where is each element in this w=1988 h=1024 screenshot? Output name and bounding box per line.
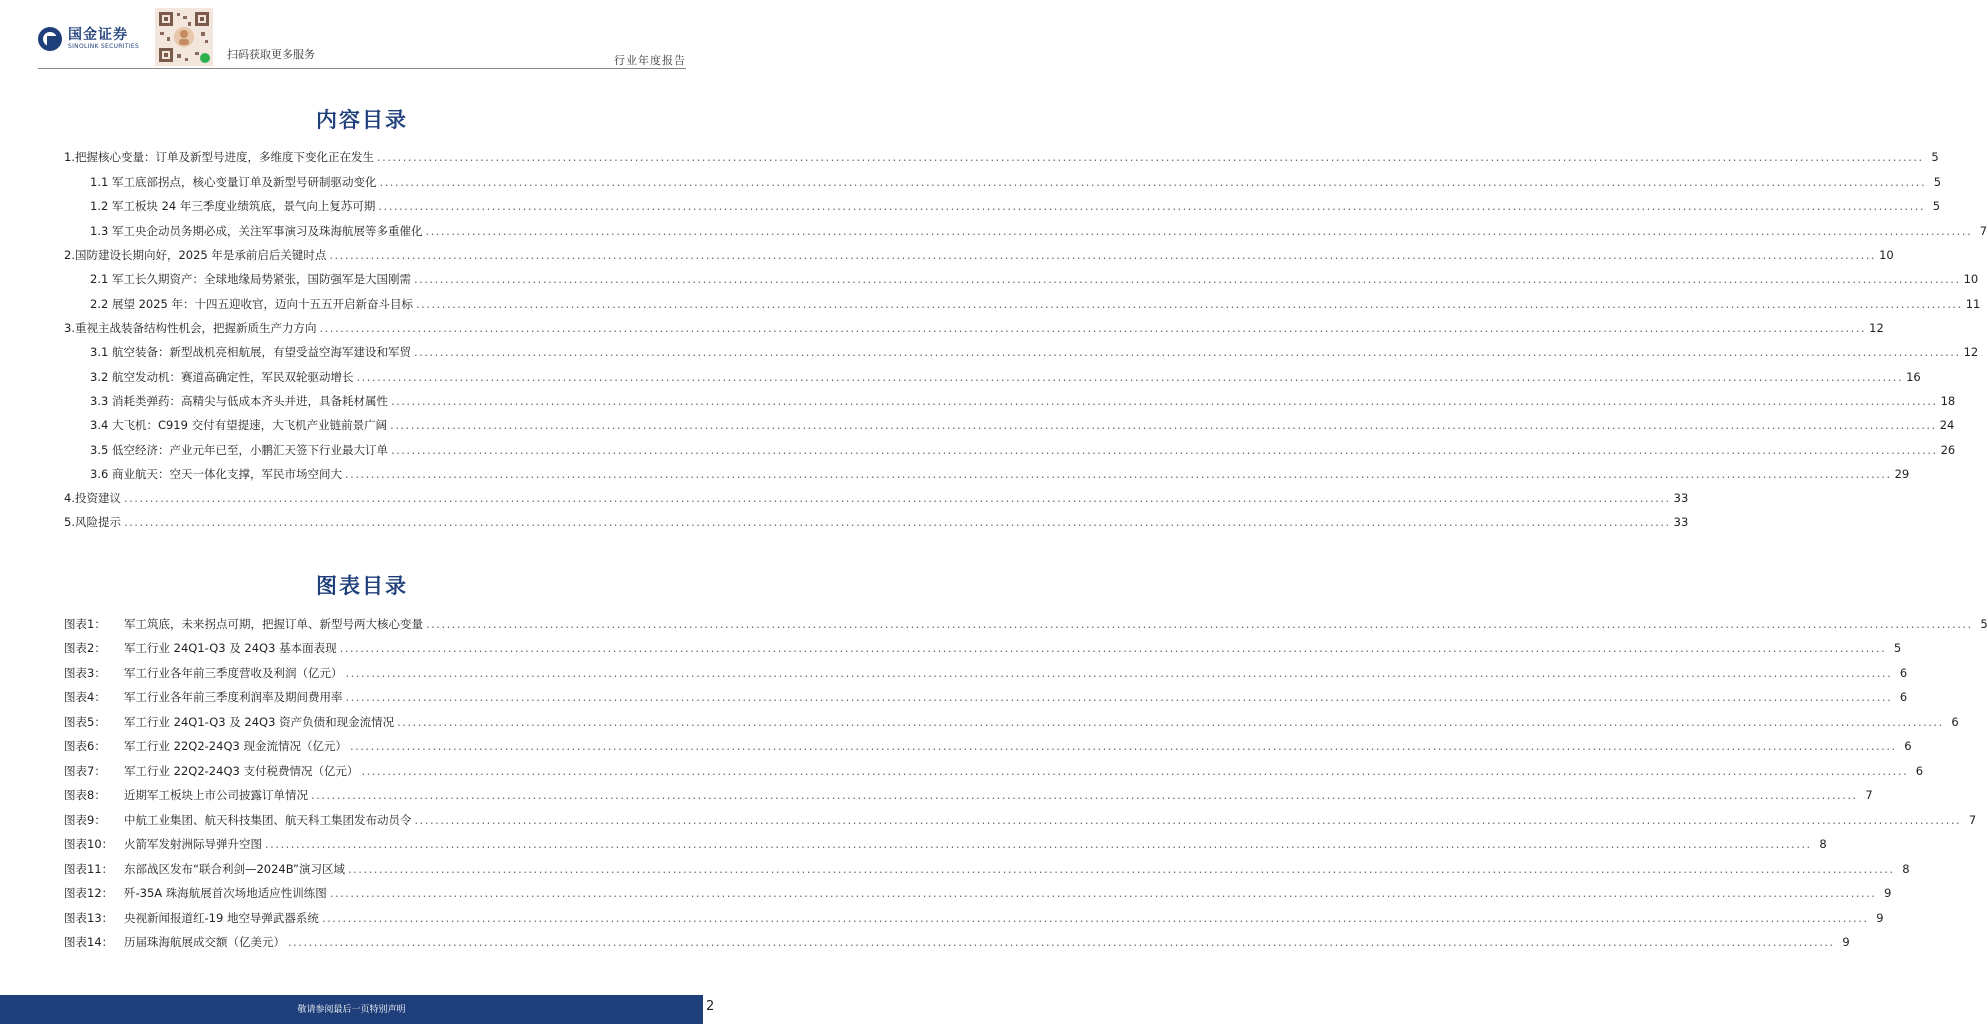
toc-section-entry[interactable]	[64, 150, 1939, 164]
toc-entry-page: 26	[1940, 443, 1956, 457]
figure-page: 8	[1819, 837, 1827, 851]
figure-page: 5	[1980, 617, 1988, 631]
dot-leader: ............................................................................................................................................................................................................................................................................................................	[311, 788, 1858, 802]
toc-entry-page: 5	[1933, 175, 1942, 189]
toc-entry-page: 29	[1894, 467, 1910, 481]
toc-entry-title: 3.重视主战装备结构性机会，把握新质生产力方向	[64, 321, 317, 335]
figure-label: 图表10：	[64, 837, 114, 851]
toc-subsection-entry[interactable]	[90, 370, 1921, 384]
dot-leader: ............................................................................................................................................................................................................................................................................................................	[265, 837, 1812, 851]
toc-entry-title: 1.1 军工底部拐点，核心变量订单及新型号研制驱动变化	[90, 175, 377, 189]
dot-leader: ............................................................................................................................................................................................................................................................................................................	[123, 515, 1671, 529]
dot-leader: ............................................................................................................................................................................................................................................................................................................	[349, 739, 1897, 753]
toc-entry-title: 3.3 消耗类弹药：高精尖与低成本齐头并进，具备耗材属性	[90, 394, 388, 408]
toc-entry-title: 1.3 军工央企动员务期必成，关注军事演习及珠海航展等多重催化	[90, 224, 423, 238]
figure-page: 6	[1904, 739, 1912, 753]
figure-list-entry[interactable]	[64, 911, 1884, 925]
figure-page: 6	[1915, 764, 1924, 778]
toc-subsection-entry[interactable]	[90, 418, 1955, 432]
figures-title: 图表目录	[316, 574, 408, 598]
figure-label: 图表5：	[64, 715, 106, 729]
figure-page: 9	[1842, 935, 1850, 949]
dot-leader: ............................................................................................................................................................................................................................................................................................................	[319, 321, 1867, 335]
toc-subsection-entry[interactable]	[90, 272, 1979, 286]
toc-section-entry[interactable]	[64, 491, 1689, 505]
toc-entry-page: 33	[1673, 491, 1689, 505]
toc-entry-page: 33	[1673, 515, 1689, 529]
dot-leader: ............................................................................................................................................................................................................................................................................................................	[390, 443, 1938, 457]
report-type-label: 行业年度报告	[614, 54, 686, 67]
figure-title: 近期军工板块上市公司披露订单情况	[124, 788, 308, 802]
brand-logo	[38, 27, 139, 51]
figure-title: 火箭军发射洲际导弹升空图	[124, 837, 262, 851]
figure-label: 图表4：	[64, 690, 106, 704]
figure-list-entry[interactable]	[64, 641, 1902, 655]
figure-title: 军工行业 24Q1-Q3 及 24Q3 资产负债和现金流情况	[124, 715, 395, 729]
toc-entry-title: 3.5 低空经济：产业元年已至，小鹏汇天签下行业最大订单	[90, 443, 388, 457]
dot-leader: ............................................................................................................................................................................................................................................................................................................	[378, 199, 1926, 213]
dot-leader: ............................................................................................................................................................................................................................................................................................................	[414, 813, 1962, 827]
toc-subsection-entry[interactable]	[90, 443, 1956, 457]
figure-label: 图表2：	[64, 641, 106, 655]
toc-entry-title: 3.1 航空装备：新型战机亮相航展，有望受益空海军建设和军贸	[90, 345, 411, 359]
toc-section-entry[interactable]	[64, 321, 1884, 335]
figure-list-entry[interactable]	[64, 666, 1908, 680]
toc-entry-page: 10	[1963, 272, 1979, 286]
contents-title: 内容目录	[316, 108, 408, 132]
dot-leader: ............................................................................................................................................................................................................................................................................................................	[413, 345, 1961, 359]
toc-entry-page: 5	[1931, 150, 1939, 164]
toc-subsection-entry[interactable]	[90, 345, 1979, 359]
dot-leader: ............................................................................................................................................................................................................................................................................................................	[329, 248, 1877, 262]
figure-title: 东部战区发布“联合利剑—2024B”演习区域	[124, 862, 345, 876]
figure-page: 7	[1865, 788, 1873, 802]
header-divider	[38, 68, 686, 69]
figure-list-entry[interactable]	[64, 862, 1910, 876]
figure-label: 图表3：	[64, 666, 106, 680]
dot-leader: ............................................................................................................................................................................................................................................................................................................	[344, 467, 1892, 481]
figure-title: 歼-35A 珠海航展首次场地适应性训练图	[124, 886, 327, 900]
toc-entry-title: 1.2 军工板块 24 年三季度业绩筑底，景气向上复苏可期	[90, 199, 376, 213]
toc-entry-page: 11	[1965, 297, 1981, 311]
toc-entry-page: 7	[1979, 224, 1988, 238]
dot-leader: ............................................................................................................................................................................................................................................................................................................	[361, 764, 1909, 778]
toc-entry-title: 3.4 大飞机：C919 交付有望提速，大飞机产业链前景广阔	[90, 418, 388, 432]
dot-leader: ............................................................................................................................................................................................................................................................................................................	[347, 862, 1895, 876]
dot-leader: ............................................................................................................................................................................................................................................................................................................	[390, 418, 1937, 432]
figure-list-entry[interactable]	[64, 715, 1959, 729]
figure-label: 图表14：	[64, 935, 114, 949]
toc-entry-title: 3.2 航空发动机：赛道高确定性，军民双轮驱动增长	[90, 370, 354, 384]
figure-label: 图表12：	[64, 886, 114, 900]
figure-label: 图表1：	[64, 617, 106, 631]
figure-page: 8	[1902, 862, 1910, 876]
toc-entry-page: 12	[1869, 321, 1884, 335]
dot-leader: ............................................................................................................................................................................................................................................................................................................	[356, 370, 1904, 384]
figure-title: 军工行业 22Q2-24Q3 支付税费情况（亿元）	[124, 764, 359, 778]
figure-title: 历届珠海航展成交额（亿美元）	[124, 935, 285, 949]
figure-list-entry[interactable]	[64, 739, 1912, 753]
figure-page: 7	[1968, 813, 1977, 827]
toc-entry-title: 1.把握核心变量：订单及新型号进度，多维度下变化正在发生	[64, 150, 374, 164]
footer-disclaimer: 敬请参阅最后一页特别声明	[297, 1005, 406, 1015]
dot-leader: ............................................................................................................................................................................................................................................................................................................	[376, 150, 1924, 164]
figure-label: 图表7：	[64, 764, 106, 778]
figure-label: 图表9：	[64, 813, 106, 827]
dot-leader: ............................................................................................................................................................................................................................................................................................................	[288, 935, 1835, 949]
toc-entry-title: 5.风险提示	[64, 515, 121, 529]
toc-entry-title: 3.6 商业航天：空天一体化支撑，军民市场空间大	[90, 467, 342, 481]
toc-subsection-entry[interactable]	[90, 297, 1981, 311]
dot-leader: ............................................................................................................................................................................................................................................................................................................	[390, 394, 1938, 408]
dot-leader: ............................................................................................................................................................................................................................................................................................................	[339, 641, 1887, 655]
brand-name-en: SINOLINK SECURITIES	[68, 42, 140, 50]
brand-logo-icon	[38, 27, 62, 51]
toc-entry-title: 2.国防建设长期向好，2025 年是承前启后关键时点	[64, 248, 327, 262]
toc-subsection-entry[interactable]	[90, 394, 1956, 408]
toc-section-entry[interactable]	[64, 515, 1689, 529]
toc-entry-title: 2.2 展望 2025 年：十四五迎收官，迈向十五五开启新奋斗目标	[90, 297, 414, 311]
toc-subsection-entry[interactable]	[90, 224, 1988, 238]
figure-page: 6	[1951, 715, 1959, 729]
figure-page: 9	[1876, 911, 1884, 925]
qr-code-icon[interactable]	[155, 8, 213, 66]
toc-section-entry[interactable]	[64, 248, 1894, 262]
toc-entry-page: 16	[1906, 370, 1921, 384]
figure-title: 军工筑底，未来拐点可期，把握订单、新型号两大核心变量	[124, 617, 423, 631]
dot-leader: ............................................................................................................................................................................................................................................................................................................	[345, 690, 1893, 704]
figure-label: 图表8：	[64, 788, 106, 802]
toc-entry-page: 12	[1963, 345, 1979, 359]
figure-title: 军工行业各年前三季度利润率及期间费用率	[124, 690, 343, 704]
figure-list-entry[interactable]	[64, 788, 1873, 802]
figure-list-entry[interactable]	[64, 935, 1850, 949]
figure-title: 央视新闻报道红-19 地空导弹武器系统	[124, 911, 319, 925]
figure-list-entry[interactable]	[64, 837, 1827, 851]
toc-entry-page: 18	[1940, 394, 1956, 408]
toc-subsection-entry[interactable]	[90, 467, 1910, 481]
dot-leader: ............................................................................................................................................................................................................................................................................................................	[123, 491, 1671, 505]
figure-label: 图表13：	[64, 911, 114, 925]
dot-leader: ............................................................................................................................................................................................................................................................................................................	[321, 911, 1869, 925]
figure-list-entry[interactable]	[64, 886, 1892, 900]
figure-page: 9	[1884, 886, 1892, 900]
figure-title: 军工行业 24Q1-Q3 及 24Q3 基本面表现	[124, 641, 337, 655]
figure-label: 图表11：	[64, 862, 114, 876]
qr-caption: 扫码获取更多服务	[227, 48, 315, 61]
figure-title: 军工行业各年前三季度营收及利润（亿元）	[124, 666, 343, 680]
dot-leader: ............................................................................................................................................................................................................................................................................................................	[413, 272, 1961, 286]
figure-list-entry[interactable]	[64, 764, 1924, 778]
toc-entry-page: 5	[1932, 199, 1941, 213]
dot-leader: ............................................................................................................................................................................................................................................................................................................	[329, 886, 1877, 900]
brand-name-cn: 国金证券	[68, 26, 128, 43]
page-number: 2	[706, 999, 715, 1014]
figure-page: 6	[1899, 666, 1908, 680]
page-header	[0, 0, 724, 70]
dot-leader: ............................................................................................................................................................................................................................................................................................................	[397, 715, 1944, 729]
dot-leader: ............................................................................................................................................................................................................................................................................................................	[345, 666, 1893, 680]
toc-entry-page: 24	[1939, 418, 1955, 432]
figure-title: 军工行业 22Q2-24Q3 现金流情况（亿元）	[124, 739, 347, 753]
figure-list-entry[interactable]	[64, 813, 1977, 827]
figure-list-entry[interactable]	[64, 690, 1908, 704]
dot-leader: ............................................................................................................................................................................................................................................................................................................	[426, 617, 1973, 631]
figure-page: 6	[1899, 690, 1908, 704]
figure-label: 图表6：	[64, 739, 106, 753]
dot-leader: ............................................................................................................................................................................................................................................................................................................	[425, 224, 1973, 238]
figure-page: 5	[1893, 641, 1902, 655]
toc-entry-page: 10	[1879, 248, 1894, 262]
figure-title: 中航工业集团、航天科技集团、航天科工集团发布动员令	[124, 813, 412, 827]
toc-entry-title: 2.1 军工长久期资产：全球地缘局势紧张，国防强军是大国刚需	[90, 272, 411, 286]
toc-subsection-entry[interactable]	[90, 175, 1942, 189]
figure-list-entry[interactable]	[64, 617, 1988, 631]
toc-entry-title: 4.投资建议	[64, 491, 121, 505]
toc-subsection-entry[interactable]	[90, 199, 1941, 213]
dot-leader: ............................................................................................................................................................................................................................................................................................................	[416, 297, 1963, 311]
dot-leader: ............................................................................................................................................................................................................................................................................................................	[379, 175, 1927, 189]
